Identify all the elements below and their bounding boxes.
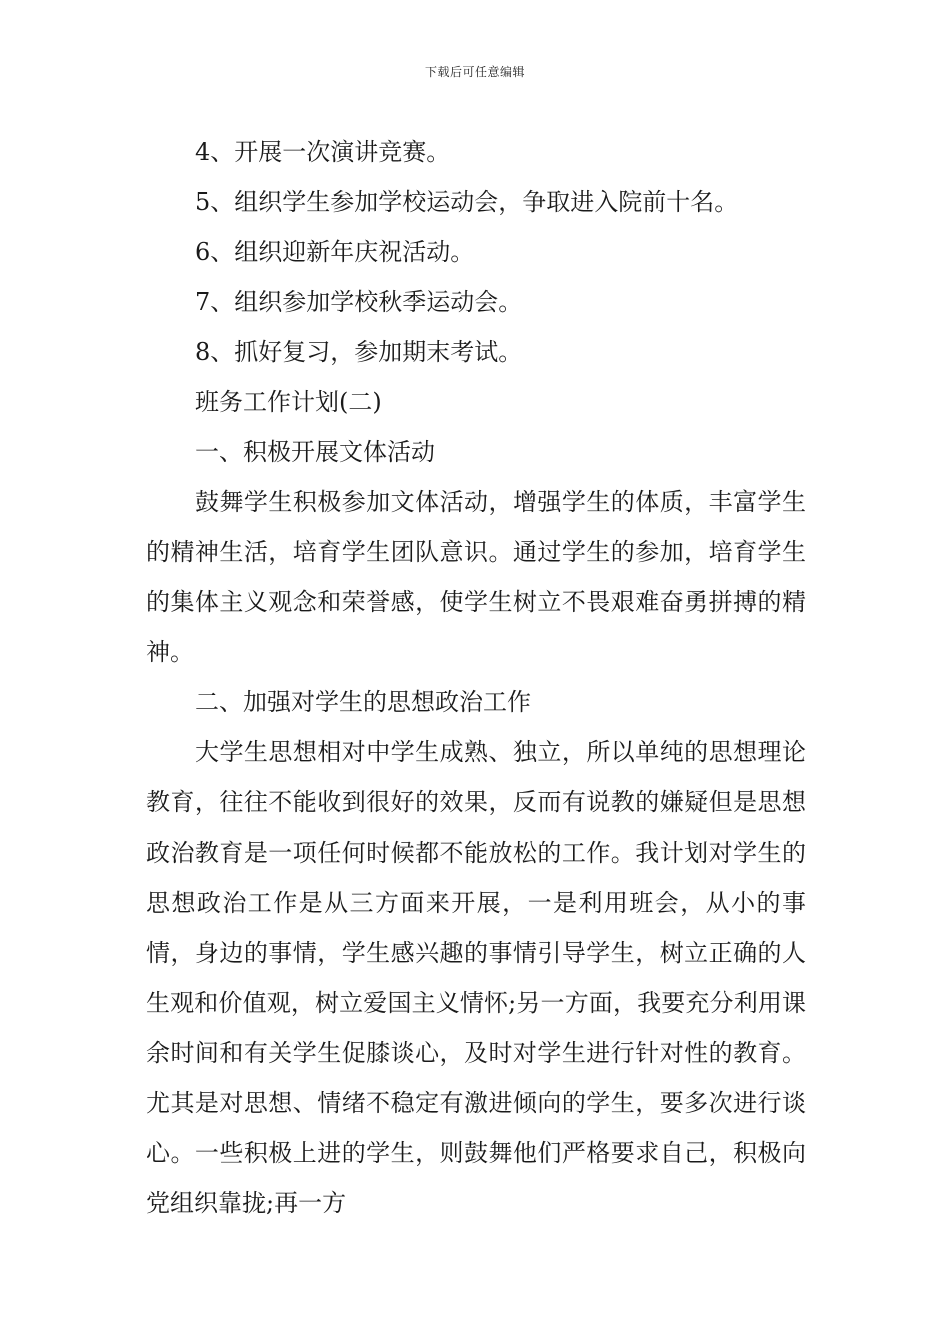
section-title: 班务工作计划(二) xyxy=(195,388,382,416)
paragraph-1: 鼓舞学生积极参加文体活动，增强学生的体质，丰富学生的精神生活，培育学生团队意识。通过学生的参加，培育学生的集体主义观念和荣誉感，使学生树立不畏艰难奋勇拼搏的精神。 xyxy=(146,488,806,667)
list-item-4: 4、开展一次演讲竞赛。 xyxy=(195,138,451,166)
document-body xyxy=(146,127,806,1228)
section-heading-2: 二、加强对学生的思想政治工作 xyxy=(195,688,531,717)
list-item-6: 6、组织迎新年庆祝活动。 xyxy=(195,238,475,266)
paragraph-2: 大学生思想相对中学生成熟、独立，所以单纯的思想理论教育，往往不能收到很好的效果，反而有说教的嫌疑但是思想政治教育是一项任何时候都不能放松的工作。我计划对学生的思想政治工作是从三方面来开展，一是利用班会，从小的事情，身边的事情，学生感兴趣的事情引导学生，树立正确的人生观和价值观，树立爱国主义情怀;另一方面，我要充分利用课余时间和有关学生促膝谈心，及时对学生进行针对性的教育。尤其是对思想、情绪不稳定有激进倾向的学生，要多次进行谈心。一些积极上进的学生，则鼓舞他们严格要求自己，积极向党组织靠拢;再一方 xyxy=(146,738,806,1218)
list-item-8: 8、抓好复习，参加期末考试。 xyxy=(195,338,523,366)
list-item-7: 7、组织参加学校秋季运动会。 xyxy=(195,288,523,316)
page-header: 下载后可任意编辑 xyxy=(424,65,525,79)
list-item-5: 5、组织学生参加学校运动会，争取进入院前十名。 xyxy=(195,188,739,216)
section-heading-1: 一、积极开展文体活动 xyxy=(195,438,435,466)
